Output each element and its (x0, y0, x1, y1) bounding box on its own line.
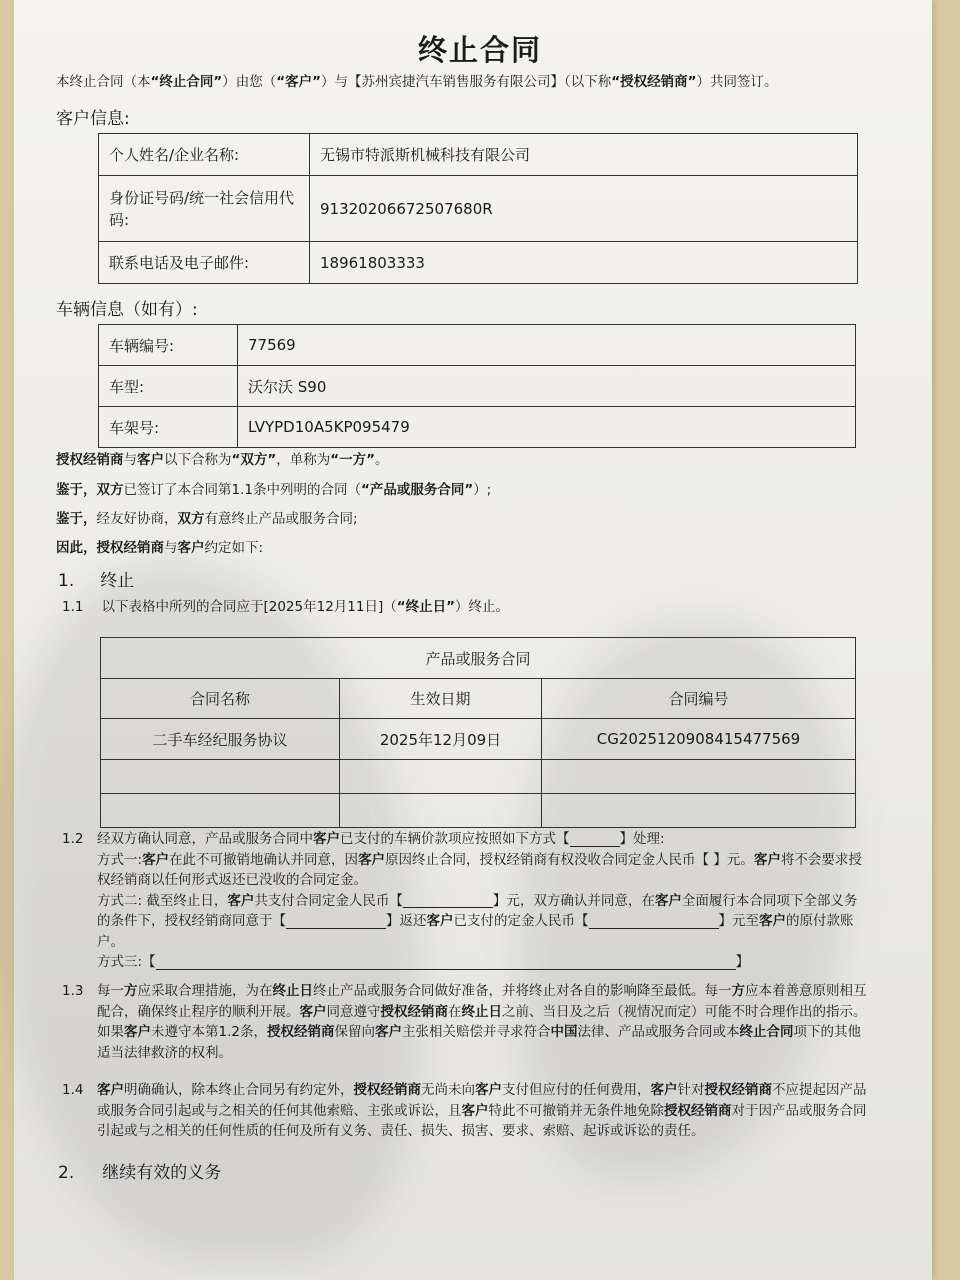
document-title: 终止合同 (417, 33, 542, 67)
parties-paragraph: 授权经销商与客户以下合称为“双方”，单称为“一方”。 (56, 452, 389, 468)
customer-contact-value: 18961803333 (310, 242, 858, 284)
vehicle-row-number (99, 325, 856, 366)
therefore-paragraph: 因此，授权经销商与客户约定如下: (56, 540, 264, 556)
customer-row-contact (99, 242, 858, 284)
intro-paragraph: 本终止合同（本“终止合同”）由您（“客户”）与【苏州宾捷汽车销售服务有限公司】（以下称“授权经销商”）共同签订。 (56, 74, 778, 90)
customer-row-id (99, 176, 858, 242)
clause-1-2: 经双方确认同意，产品或服务合同中客户已支付的车辆价款项应按照如下方式【 】处理: 方式一:客户在此不可撤销地确认并同意，因客户原因终止合同，授权经销商有权没收合同定金人民币【 】元。客户将不会要求授 权经销商以任何形式返还已没收的合同定金。 方式二: 截至终止日，客户共支付合同定金人民币【 】元，双方确认并同意，在客户全面履行本合同项下全部义务 的条件下，授权经销商同意于【 】返还客户已支付的定金人民币【 】元至客户的原付款账 户。 方式三:【 】 (97, 831, 862, 970)
customer-name-value: 无锡市特派斯机械科技有限公司 (310, 134, 858, 176)
vehicle-model-value: 沃尔沃 S90 (238, 366, 856, 407)
vehicle-vin-label: 车架号: (99, 407, 238, 448)
refund-amount-blank[interactable] (589, 914, 719, 929)
clause-1-2-number: 1.2 (62, 831, 84, 847)
contract-table-caption: 产品或服务合同 (101, 638, 856, 679)
contract-table (100, 637, 856, 828)
vehicle-model-label: 车型: (99, 366, 238, 407)
customer-id-value: 91320206672507680R (310, 176, 858, 242)
section-2-heading: 2. 继续有效的义务 (58, 1163, 222, 1183)
table-row-empty (101, 794, 856, 828)
header-contract-number: 合同编号 (542, 679, 856, 719)
clause-1-3-number: 1.3 (62, 983, 84, 999)
header-effective-date: 生效日期 (340, 679, 542, 719)
option-blank[interactable] (570, 832, 620, 847)
customer-info-table (98, 133, 858, 284)
deposit-amount-blank[interactable] (403, 893, 493, 908)
vehicle-vin-value: LVYPD10A5KP095479 (238, 407, 856, 448)
option-three-blank[interactable] (156, 955, 736, 970)
vehicle-row-vin (99, 407, 856, 448)
vehicle-info-table (98, 324, 856, 448)
customer-contact-label: 联系电话及电子邮件: (99, 242, 310, 284)
customer-id-label: 身份证号码/统一社会信用代码: (99, 176, 310, 242)
clause-1-4-number: 1.4 (62, 1082, 84, 1098)
refund-date-blank[interactable] (286, 914, 386, 929)
header-contract-name: 合同名称 (101, 679, 340, 719)
vehicle-number-label: 车辆编号: (99, 325, 238, 366)
vehicle-number-value: 77569 (238, 325, 856, 366)
whereas-paragraph-2: 鉴于，经友好协商，双方有意终止产品或服务合同; (56, 511, 358, 527)
contract-table-header-row (101, 679, 856, 719)
clause-1-4: 客户明确确认，除本终止合同另有约定外，授权经销商无尚未向客户支付但应付的任何费用，客户针对授权经销商不应提起因产品 或服务合同引起或与之相关的任何其他索赔、主张或诉讼，且客户特此不可撤销并无条件地免除授权经销商对于因产品或服务合同 引起或与之相关的任何性质的任何及所有义务、责任、损失、损害、要求、索赔、起诉或诉讼的责任。 (97, 1082, 867, 1139)
section-1-heading: 1. 终止 (58, 571, 135, 591)
table-row-empty (101, 760, 856, 794)
whereas-paragraph-1: 鉴于，双方已签订了本合同第1.1条中列明的合同（“产品或服务合同”）; (56, 482, 492, 498)
contract-table-caption-row (101, 638, 856, 679)
customer-name-label: 个人姓名/企业名称: (99, 134, 310, 176)
table-row (101, 719, 856, 760)
cell-contract-number: CG2025120908415477569 (542, 719, 856, 760)
cell-contract-name: 二手车经纪服务协议 (101, 719, 340, 760)
clause-1-3: 每一方应采取合理措施，为在终止日终止产品或服务合同做好准备，并将终止对各自的影响降至最低。每一方应本着善意原则相互 配合，确保终止程序的顺利开展。客户同意遵守授权经销商在终止日之前、当日及之后（视情况而定）可能不时合理作出的指示。 如果客户未遵守本第1.2条，授权经销商保留向客户主张相关赔偿并寻求符合中国法律、产品或服务合同或本终止合同项下的其他 适当法律救济的权利。 (97, 983, 867, 1061)
cell-effective-date: 2025年12月09日 (340, 719, 542, 760)
clause-1-1: 1.1 以下表格中所列的合同应于[2025年12月11日]（“终止日”）终止。 (62, 599, 509, 615)
vehicle-info-heading: 车辆信息（如有）: (56, 300, 198, 320)
customer-info-heading: 客户信息: (56, 109, 130, 129)
vehicle-row-model (99, 366, 856, 407)
customer-row-name (99, 134, 858, 176)
